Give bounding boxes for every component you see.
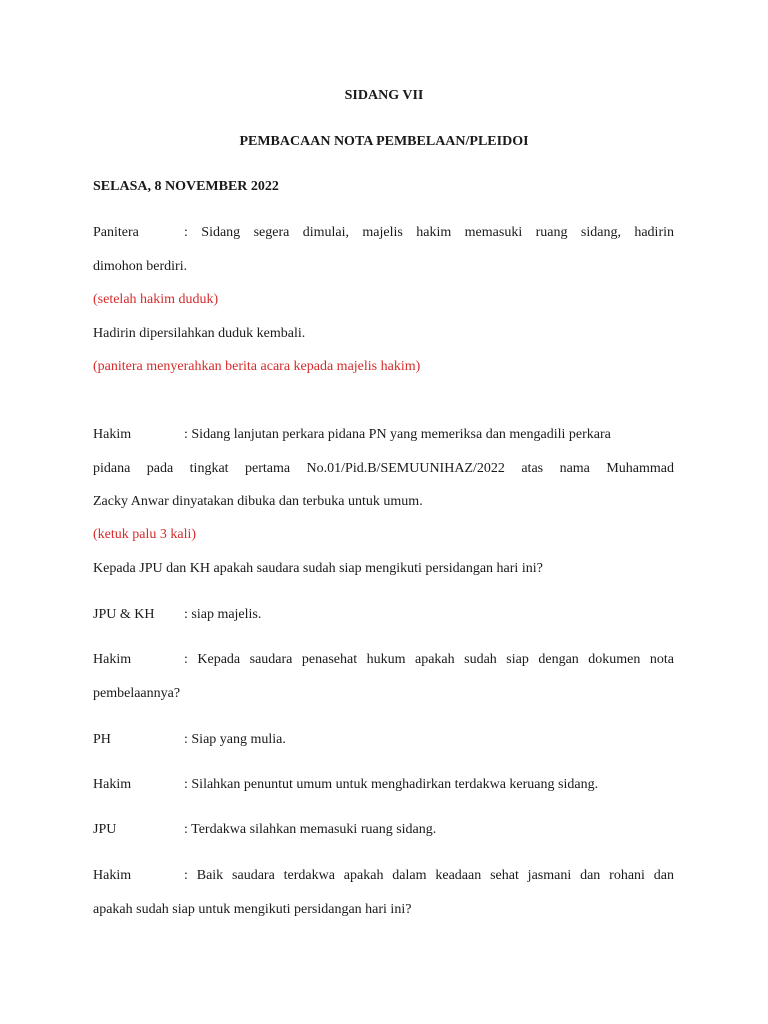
- speaker-label: Hakim: [93, 427, 132, 442]
- speaker-label: Panitera: [93, 225, 139, 240]
- dialogue-text: : Terdakwa silahkan memasuki ruang sidang.: [184, 822, 437, 837]
- dialogue-text: : Baik saudara terdakwa apakah dalam keadaan sehat jasmani dan rohani dan: [184, 868, 674, 883]
- dialogue-continuation: apakah sudah siap untuk mengikuti persidangan hari ini?: [93, 902, 412, 917]
- dialogue-text: : siap majelis.: [184, 607, 262, 622]
- dialogue-line: [93, 607, 674, 623]
- dialogue-line: [93, 732, 674, 748]
- dialogue-text: : Siap yang mulia.: [184, 732, 286, 747]
- dialogue-text: : Sidang lanjutan perkara pidana PN yang memeriksa dan mengadili perkara: [184, 427, 611, 442]
- document-title: SIDANG VII: [344, 88, 424, 103]
- stage-direction: (ketuk palu 3 kali): [93, 527, 197, 542]
- dialogue-text: : Kepada saudara penasehat hukum apakah sudah siap dengan dokumen nota: [184, 652, 674, 667]
- dialogue-line: [93, 777, 674, 793]
- dialogue-line: [93, 652, 674, 668]
- dialogue-text: : Silahkan penuntut umum untuk menghadirkan terdakwa keruang sidang.: [184, 777, 599, 792]
- dialogue-text: Hadirin dipersilahkan duduk kembali.: [93, 326, 306, 341]
- dialogue-continuation: pidana pada tingkat pertama No.01/Pid.B/SEMUUNIHAZ/2022 atas nama Muhammad: [93, 461, 674, 476]
- speaker-label: Hakim: [93, 777, 132, 792]
- speaker-label: PH: [93, 732, 111, 747]
- session-date: SELASA, 8 NOVEMBER 2022: [93, 179, 279, 194]
- dialogue-line: [93, 868, 674, 884]
- stage-direction: (setelah hakim duduk): [93, 292, 219, 307]
- dialogue-text: Kepada JPU dan KH apakah saudara sudah siap mengikuti persidangan hari ini?: [93, 561, 543, 576]
- dialogue-line: [93, 822, 674, 838]
- speaker-label: JPU: [93, 822, 117, 837]
- dialogue-line: [93, 427, 674, 443]
- dialogue-continuation: pembelaannya?: [93, 686, 181, 701]
- stage-direction: (panitera menyerahkan berita acara kepada majelis hakim): [93, 359, 421, 374]
- dialogue-continuation: dimohon berdiri.: [93, 259, 188, 274]
- speaker-label: Hakim: [93, 652, 132, 667]
- dialogue-continuation: Zacky Anwar dinyatakan dibuka dan terbuka untuk umum.: [93, 494, 423, 509]
- dialogue-line: [93, 225, 674, 241]
- speaker-label: Hakim: [93, 868, 132, 883]
- speaker-label: JPU & KH: [93, 607, 155, 622]
- dialogue-text: : Sidang segera dimulai, majelis hakim memasuki ruang sidang, hadirin: [184, 225, 674, 240]
- document-subtitle: PEMBACAAN NOTA PEMBELAAN/PLEIDOI: [239, 134, 529, 149]
